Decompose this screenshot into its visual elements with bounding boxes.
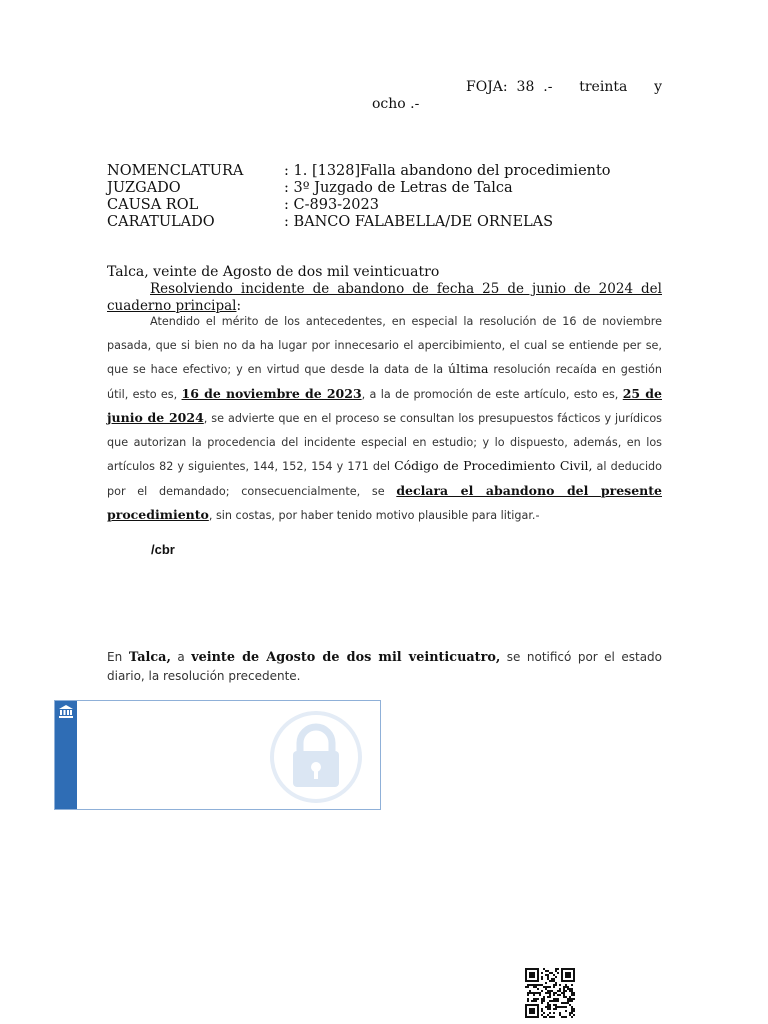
metadata-row-causa-rol [107,197,611,214]
metadata-key: CARATULADO [107,214,215,230]
metadata-value: : C-893-2023 [284,197,379,213]
courthouse-icon [59,705,73,718]
ruling-declaration: declara el abandono del presente procedimiento [107,482,662,522]
body-text: , se advierte que en el proceso se consultan los presupuestos fácticos y jurídicos que autorizan la procedencia del incidente especial en estudio; y lo dispuesto, además, en los artículos 82 y siguientes, 144, 152, 154 y 171 del [107,412,662,473]
metadata-row-juzgado [107,180,611,197]
metadata-value: : 1. [1328]Falla abandono del procedimiento [284,163,611,179]
stamp-sidebar [55,701,77,809]
electronic-signature-stamp [54,700,381,810]
case-metadata [107,163,611,231]
metadata-row-nomenclatura [107,163,611,180]
body-text: resolución recaída en gestión útil, esto es, [107,363,662,401]
notification-text: a [170,650,192,664]
notification-text: En [107,650,123,664]
code-reference: Código de Procedimiento Civil, [394,458,593,473]
body-text: al deducido por el demandado; consecuencialmente, se [107,460,662,498]
metadata-key: JUZGADO [107,180,181,196]
resolution-date: Talca, veinte de Agosto de dos mil veinticuatro [107,264,440,280]
body-text-ultima: última [448,361,489,376]
body-text: , sin costas, por haber tenido motivo plausible para litigar.- [208,509,540,522]
highlighted-date: 25 de junio de 2024 [107,385,662,425]
foja-word: treinta [579,79,628,95]
resolution-heading-underlined: Resolviendo incidente de abandono de fecha 25 de junio de 2024 del cuaderno principal [107,281,662,314]
metadata-value: : 3º Juzgado de Letras de Talca [284,180,513,196]
notification-city: Talca, [128,650,171,665]
body-text: , a la de promoción de este artículo, esto es, [361,387,623,401]
foja-header-line-2: ocho .- [372,96,420,112]
notification-paragraph [107,648,662,686]
metadata-value: : BANCO FALABELLA/DE ORNELAS [284,214,554,230]
notification-date: veinte de Agosto de dos mil veinticuatro, [191,650,501,665]
qr-code-icon [525,968,575,1018]
metadata-key: NOMENCLATURA [107,163,244,179]
foja-number: FOJA: 38 .- [466,79,553,95]
lock-icon [266,711,366,803]
highlighted-date: 16 de noviembre de 2023 [181,385,362,401]
body-text: Atendido el mérito de los antecedentes, en especial la resolución de 16 de noviembre pasada, que si bien no da ha lugar por innecesario el apercibimiento, el cual se entiende per se, que se hace efectivo; y en virtud que desde la data de la [107,315,662,376]
foja-word-2: y [654,79,662,95]
metadata-row-caratulado [107,214,611,231]
signature-initials: /cbr [151,542,175,557]
notification-text: se notificó por el estado diario, la resolución precedente. [107,650,663,683]
resolution-body [107,310,662,528]
foja-header [466,79,662,95]
metadata-key: CAUSA ROL [107,197,199,213]
resolution-heading-colon: : [236,298,242,314]
